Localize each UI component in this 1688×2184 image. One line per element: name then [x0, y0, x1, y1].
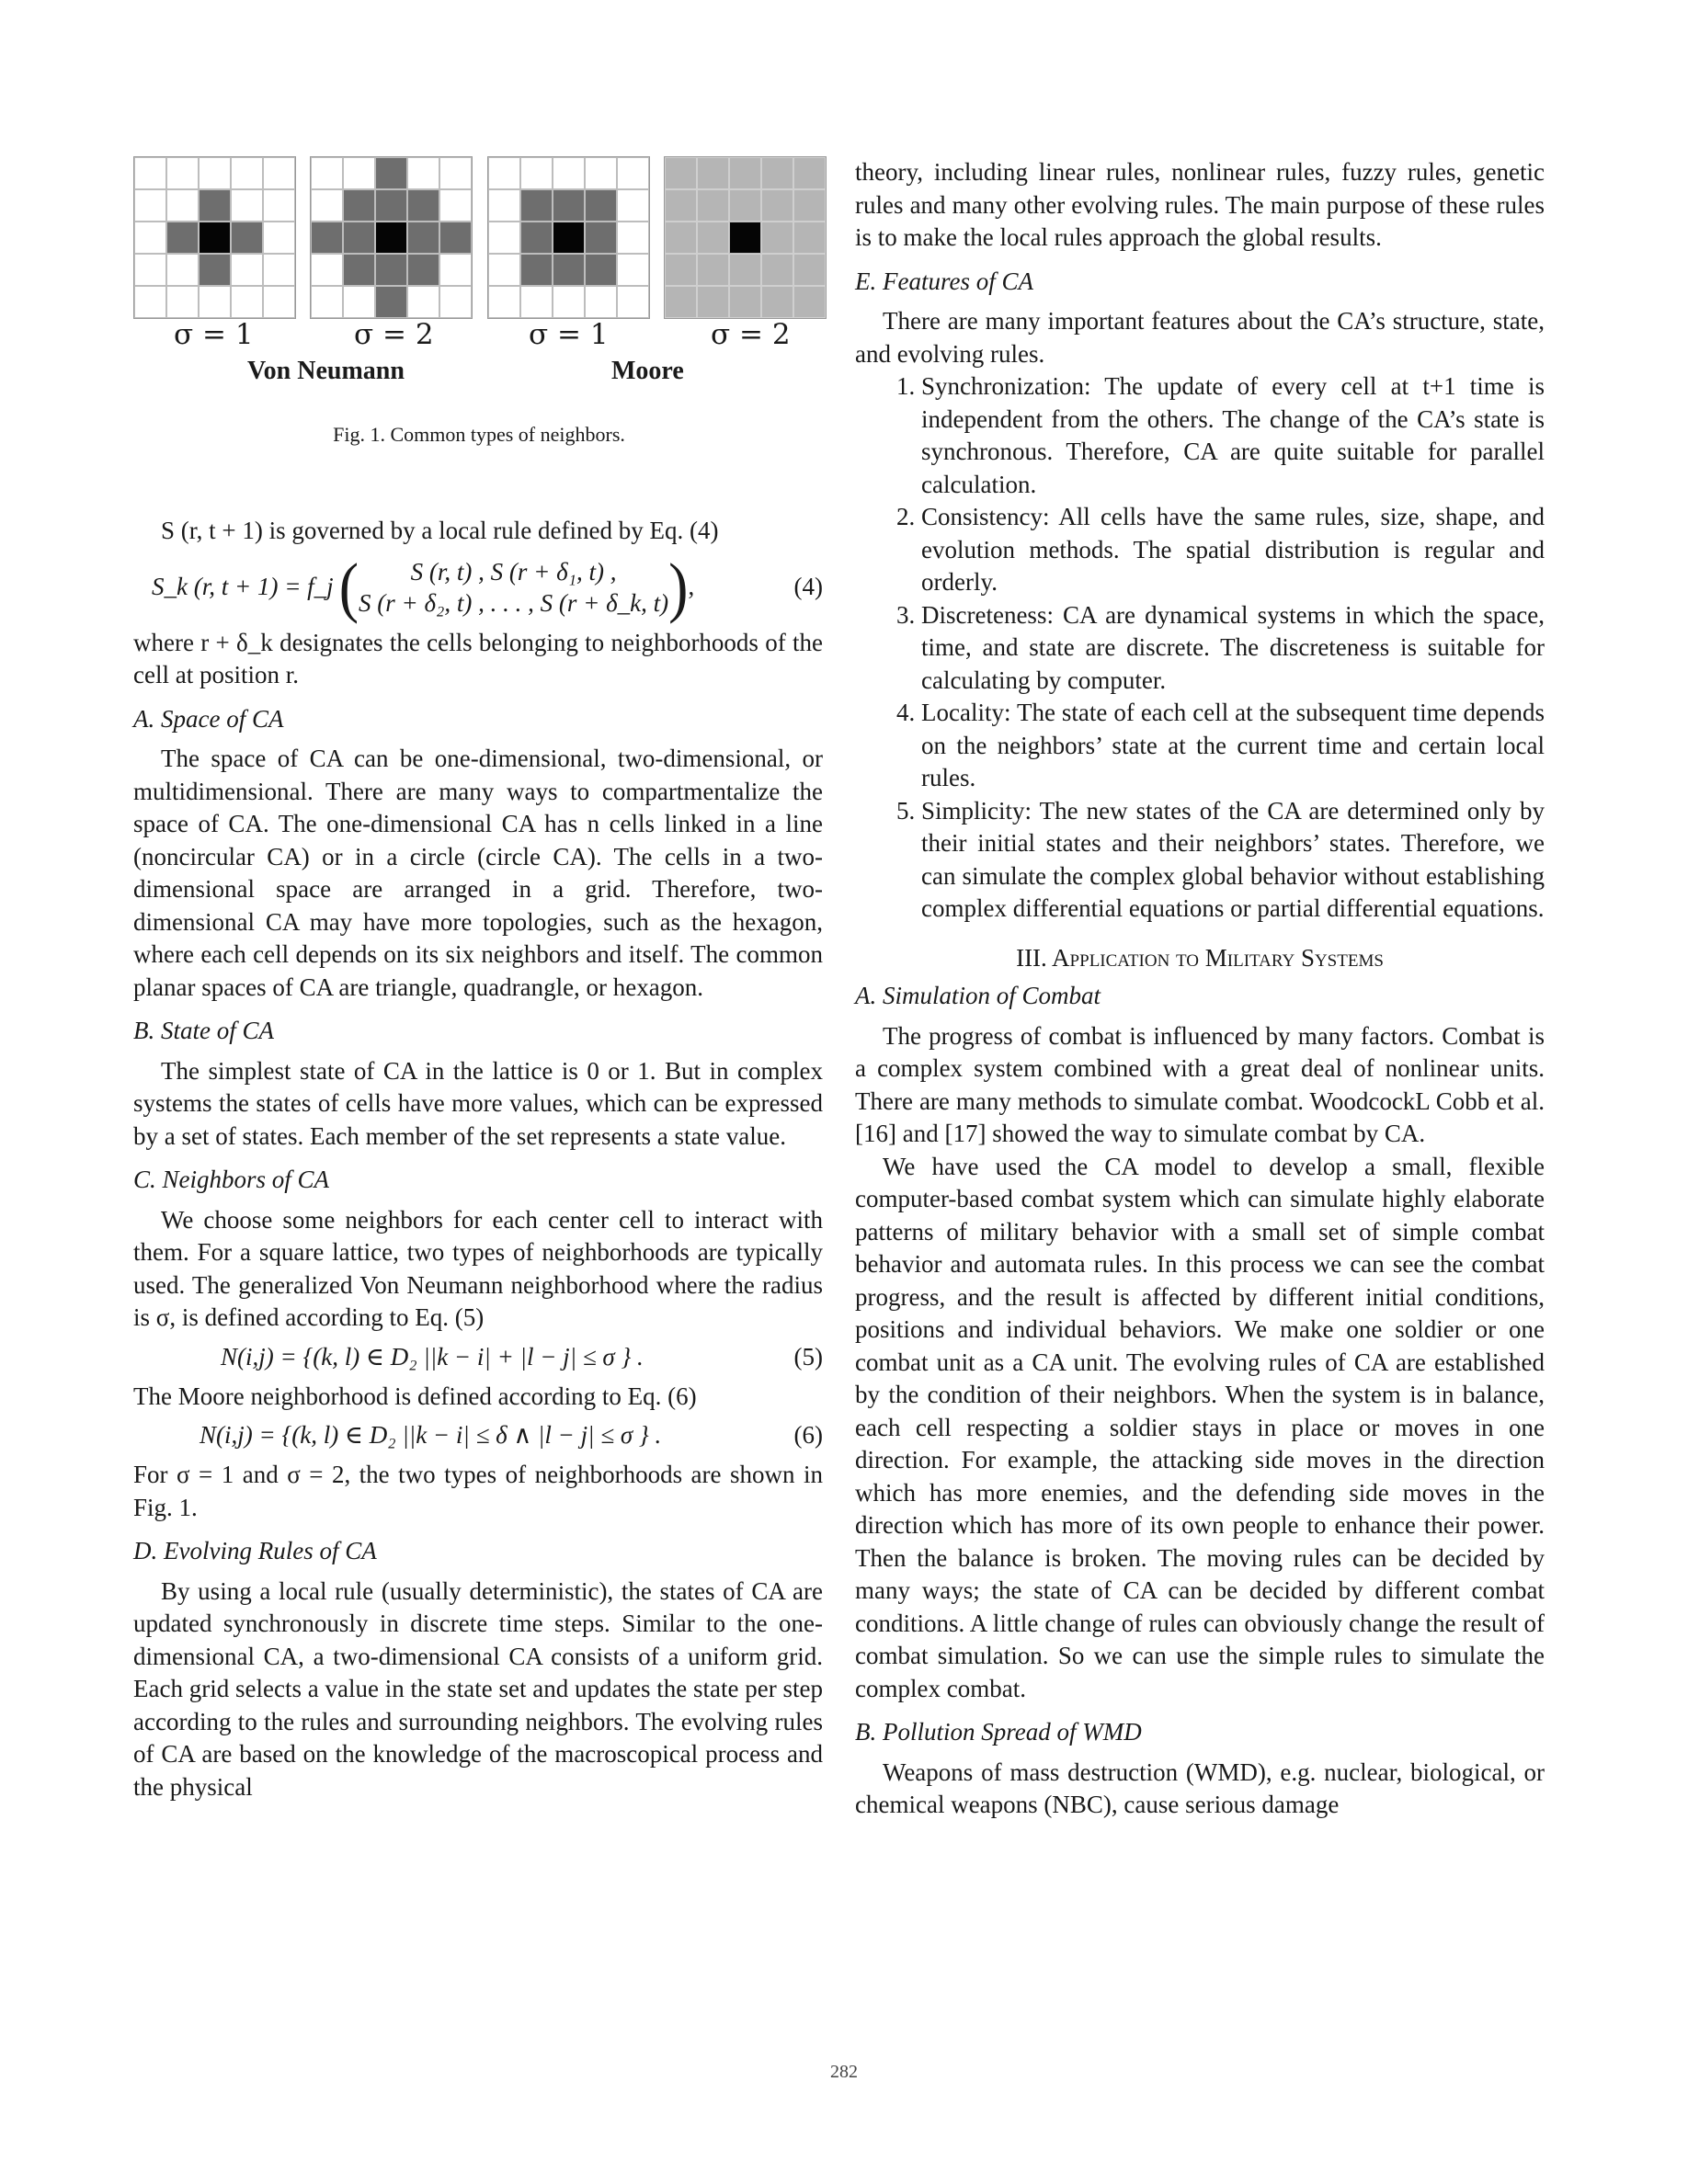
- neighbor-cell: [407, 189, 439, 222]
- section-heading-b: B. State of CA: [133, 1017, 274, 1044]
- neighbor-cell: [585, 222, 617, 254]
- section-heading-e: E. Features of CA: [855, 267, 1033, 295]
- grid-cell: [439, 254, 472, 286]
- neighbor-cell: [407, 254, 439, 286]
- sigma-label: σ = 1: [529, 318, 609, 351]
- sigma-label: σ = 1: [174, 318, 254, 351]
- eq5-number: (5): [793, 1342, 823, 1371]
- section-heading-iii-b: B. Pollution Spread of WMD: [855, 1718, 1142, 1746]
- center-cell: [553, 222, 585, 254]
- grid-cell: [553, 157, 585, 189]
- neighbor-cell: [793, 157, 826, 189]
- paragraph-space: The space of CA can be one-dimensional, two-dimensional, or multidimensional. There are many ways to compartmentalize the space of CA. The one-dimensional CA has n cells linked in a line (noncircular CA) or in a circle (circle CA). The cells in a two-dimensional space are arranged in a grid. Therefore, two-dimensional CA may have more topologies, such as the hexagon, where each cell depends on its six neighbors and itself. The common planar spaces of CA are triangle, quadrangle, or hexagon.: [133, 745, 823, 1001]
- grid-cell: [166, 286, 199, 318]
- right-column: [855, 156, 1545, 1822]
- moore-intro: The Moore neighborhood is defined according to Eq. (6): [133, 1382, 697, 1410]
- neighbor-cell: [166, 222, 199, 254]
- grid-cell: [553, 286, 585, 318]
- neighbor-cell: [665, 157, 697, 189]
- neighbor-cell: [343, 254, 375, 286]
- eq4-after: where r + δ_k designates the cells belonging to neighborhoods of the cell at position r.: [133, 628, 823, 688]
- paragraph-wmd: Weapons of mass destruction (WMD), e.g. nuclear, biological, or chemical weapons (NBC), cause serious damage: [855, 1757, 1545, 1818]
- label-moore: Moore: [611, 357, 684, 385]
- grid-cell: [311, 286, 343, 318]
- neighbor-grid-vonneumann-1: [133, 156, 296, 319]
- section-heading-d: D. Evolving Rules of CA: [133, 1537, 377, 1564]
- neighbor-cell: [520, 189, 553, 222]
- grid-cell: [166, 254, 199, 286]
- grid-cell: [311, 157, 343, 189]
- neighbor-cell: [665, 222, 697, 254]
- neighbor-cell: [793, 286, 826, 318]
- eq4-line1: S (r, t) , S (r + δ₁, t) ,: [410, 557, 617, 586]
- neighbor-cell: [665, 189, 697, 222]
- section-heading-iii-a: A. Simulation of Combat: [855, 982, 1101, 1009]
- neighbor-cell: [343, 189, 375, 222]
- neighbor-cell: [407, 222, 439, 254]
- eq4-lhs: S_k (r, t + 1) = f_j: [152, 572, 334, 600]
- paragraph-neighbors: We choose some neighbors for each center cell to interact with them. For a square lattice, two types of neighborhoods are typically used. The generalized Von Neumann neighborhood where the radius is σ, is defined according to Eq. (5): [133, 1205, 823, 1331]
- grid-cell: [134, 286, 166, 318]
- neighbor-cell: [697, 286, 729, 318]
- neighbor-cell: [375, 189, 407, 222]
- page-number: 282: [830, 2062, 858, 2082]
- grid-cell: [488, 157, 520, 189]
- neighbor-cell: [199, 254, 231, 286]
- neighbor-cell: [375, 157, 407, 189]
- grid-cell: [231, 189, 263, 222]
- grid-cell: [166, 189, 199, 222]
- neighbor-cell: [793, 222, 826, 254]
- neighbor-cell: [729, 189, 761, 222]
- grid-cell: [488, 286, 520, 318]
- eq6-body: N(i,j) = {(k, l) ∈ D₂ ||k − i| ≤ δ ∧ |l − j| ≤ σ } .: [200, 1421, 662, 1450]
- grid-cell: [263, 286, 295, 318]
- neighbor-cell: [665, 286, 697, 318]
- neighbor-cell: [761, 157, 793, 189]
- paragraph-after-eq6: For σ = 1 and σ = 2, the two types of neighborhoods are shown in Fig. 1.: [133, 1461, 823, 1521]
- grid-cell: [520, 286, 553, 318]
- paragraph-evolving-rules: By using a local rule (usually deterministic), the states of CA are updated synchronously in discrete time steps. Similar to the one-dimensional CA, a two-dimensional CA consists of a uniform grid. Each grid selects a value in the state set and updates the state per step according to the rules and surrounding neighbors. The evolving rules of CA are based on the knowledge of the macroscopical process and the physical: [133, 1576, 823, 1801]
- neighbor-cell: [375, 254, 407, 286]
- grid-cell: [343, 157, 375, 189]
- neighbor-cell: [761, 222, 793, 254]
- grid-cell: [134, 157, 166, 189]
- left-column: [133, 515, 823, 1803]
- grid-cell: [263, 222, 295, 254]
- grid-cell: [231, 157, 263, 189]
- grid-cell: [134, 254, 166, 286]
- neighbor-cell: [793, 254, 826, 286]
- sigma-label: σ = 2: [711, 318, 791, 351]
- neighbor-cell: [585, 254, 617, 286]
- neighbor-cell: [553, 189, 585, 222]
- grid-cell: [439, 157, 472, 189]
- neighbor-cell: [199, 189, 231, 222]
- features-list: [855, 370, 1545, 926]
- grid-cell: [407, 157, 439, 189]
- equation-4: S_k (r, t + 1) = f_j ( S (r, t) , S (r + δ₁, t) , S (r + δ₂, t) , . . . , S (r + δ_k, t) ) , (4): [152, 549, 823, 624]
- grid-cell: [263, 157, 295, 189]
- grid-cell: [134, 189, 166, 222]
- neighbor-grid-vonneumann-2: [310, 156, 473, 319]
- neighbor-grid-moore-1: [487, 156, 650, 319]
- neighbor-cell: [729, 286, 761, 318]
- neighbor-cell: [311, 222, 343, 254]
- grid-cell: [439, 189, 472, 222]
- neighbor-cell: [697, 157, 729, 189]
- sigma-label: σ = 2: [354, 318, 434, 351]
- grid-cell: [617, 254, 649, 286]
- neighbor-cell: [697, 189, 729, 222]
- neighbor-cell: [375, 286, 407, 318]
- grid-cell: [231, 286, 263, 318]
- grid-cell: [617, 189, 649, 222]
- figure-caption: Fig. 1. Common types of neighbors.: [333, 423, 625, 446]
- list-item: 2. Consistency: All cells have the same rules, size, shape, and evolution methods. The spatial distribution is regular and orderly.: [921, 501, 1545, 599]
- paragraph-state: The simplest state of CA in the lattice is 0 or 1. But in complex systems the states of cells have more values, which can be expressed by a set of states. Each member of the set represents a state value.: [133, 1056, 823, 1150]
- grid-cell: [166, 157, 199, 189]
- grid-cell: [439, 286, 472, 318]
- grid-cell: [488, 222, 520, 254]
- neighbor-cell: [520, 254, 553, 286]
- eq4-number: (4): [793, 572, 823, 600]
- neighbor-cell: [761, 286, 793, 318]
- grid-cell: [617, 157, 649, 189]
- neighbor-cell: [729, 254, 761, 286]
- grid-cell: [585, 157, 617, 189]
- list-item: 3. Discreteness: CA are dynamical systems in which the space, time, and state are discrete. The discreteness is suitable for calculating by computer.: [921, 599, 1545, 698]
- section-heading-c: C. Neighbors of CA: [133, 1166, 330, 1193]
- neighbor-cell: [761, 254, 793, 286]
- grid-cell: [134, 222, 166, 254]
- grid-cell: [617, 222, 649, 254]
- label-von-neumann: Von Neumann: [247, 357, 405, 385]
- neighbor-cell: [761, 189, 793, 222]
- neighbor-cell: [439, 222, 472, 254]
- grid-cell: [263, 254, 295, 286]
- neighbor-grid-moore-2: [664, 156, 827, 319]
- grid-cell: [199, 286, 231, 318]
- grid-cell: [520, 157, 553, 189]
- neighbor-cell: [793, 189, 826, 222]
- list-item: 1. Synchronization: The update of every cell at t+1 time is independent from the others. The change of the CA’s state is synchronous. Therefore, CA are quite suitable for parallel calculation.: [921, 370, 1545, 501]
- equation-5: [133, 1335, 823, 1381]
- paragraph-continued: theory, including linear rules, nonlinear rules, fuzzy rules, genetic rules and many other evolving rules. The main purpose of these rules is to make the local rules approach the global results.: [855, 158, 1545, 251]
- neighbor-cell: [729, 157, 761, 189]
- neighbor-cell: [665, 254, 697, 286]
- grid-cell: [617, 286, 649, 318]
- neighbor-cell: [697, 222, 729, 254]
- grid-cell: [488, 189, 520, 222]
- list-item: 4. Locality: The state of each cell at the subsequent time depends on the neighbors’ state at the current time and certain local rules.: [921, 697, 1545, 795]
- section-heading-iii: III. Application to Military Systems: [1016, 943, 1384, 972]
- grid-cell: [311, 189, 343, 222]
- neighbor-cell: [553, 254, 585, 286]
- neighbor-cell: [231, 222, 263, 254]
- grid-cell: [311, 254, 343, 286]
- equation-6: [133, 1413, 823, 1459]
- neighbor-cell: [697, 254, 729, 286]
- center-cell: [729, 222, 761, 254]
- grid-cell: [407, 286, 439, 318]
- section-heading-a: A. Space of CA: [133, 704, 284, 733]
- neighbor-cell: [520, 222, 553, 254]
- grid-cell: [199, 157, 231, 189]
- paragraph-features: There are many important features about the CA’s structure, state, and evolving rules.: [855, 307, 1545, 368]
- eq5-body: N(i,j) = {(k, l) ∈ D₂ ||k − i| + |l − j| ≤ σ } .: [221, 1342, 644, 1371]
- center-cell: [375, 222, 407, 254]
- grid-cell: [263, 189, 295, 222]
- eq4-args: [359, 556, 668, 619]
- eq4-intro: S (r, t + 1) is governed by a local rule defined by Eq. (4): [161, 517, 719, 544]
- eq6-number: (6): [793, 1421, 823, 1450]
- figure-neighbors: [133, 156, 825, 452]
- grid-cell: [585, 286, 617, 318]
- paragraph-combat-2: We have used the CA model to develop a small, flexible computer-based combat system which can simulate highly elaborate patterns of military behavior with a small set of simple combat behavior and automata rules. In this process we can see the combat progress, and the result is affected by different initial conditions, positions and individual behaviors. We make one soldier or one combat unit as a CA unit. The evolving rules of CA are established by the condition of their neighbors. When the system is in balance, each cell respecting a soldier stays in place or moves in one direction. For example, the attacking side moves in the direction which has more enemies, and the defending side moves in the direction which has more of its own people to enhance their power. Then the balance is broken. The moving rules can be decided by many ways; the state of CA can be decided by different combat conditions. A little change of rules can obviously change the result of combat simulation. So we can use the simple rules to simulate the complex combat.: [855, 1152, 1545, 1702]
- grid-cell: [231, 254, 263, 286]
- paragraph-combat-1: The progress of combat is influenced by many factors. Combat is a complex system combined with a great deal of nonlinear units. There are many methods to simulate combat. WoodcockL Cobb et al. [16] and [17] showed the way to simulate combat by CA.: [855, 1021, 1545, 1147]
- grid-cell: [343, 286, 375, 318]
- eq4-line2: S (r + δ₂, t) , . . . , S (r + δ_k, t): [359, 588, 669, 617]
- center-cell: [199, 222, 231, 254]
- grid-cell: [488, 254, 520, 286]
- neighbor-cell: [585, 189, 617, 222]
- list-item: 5. Simplicity: The new states of the CA are determined only by their initial states and their neighbors’ states. Therefore, we can simulate the complex global behavior without establishing complex differential equations or partial differential equations.: [921, 795, 1545, 926]
- neighbor-cell: [343, 222, 375, 254]
